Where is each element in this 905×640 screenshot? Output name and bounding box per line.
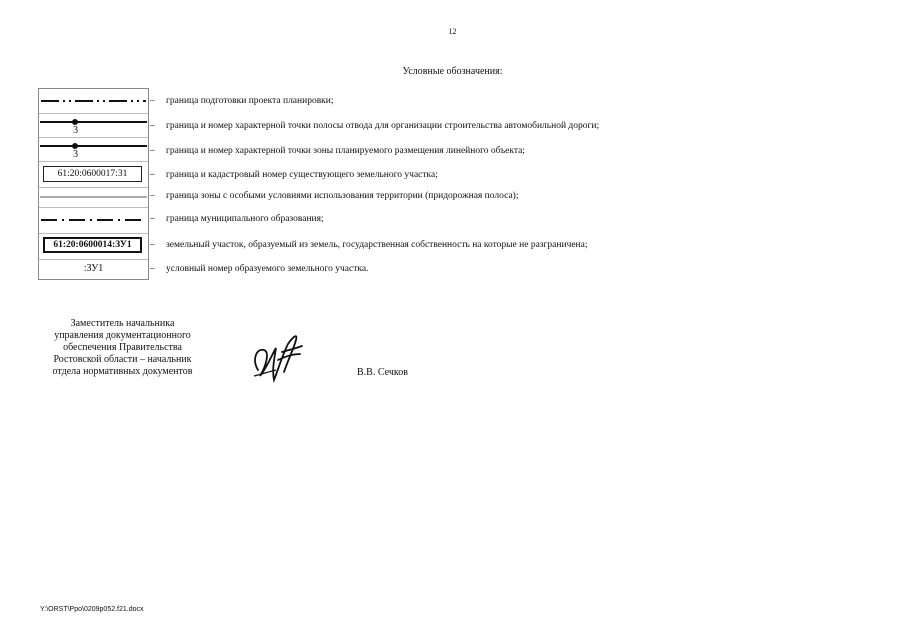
legend-symbol-existing-plot xyxy=(39,161,148,188)
handwritten-signature xyxy=(248,330,308,386)
legend-symbol-column xyxy=(38,88,149,280)
legend-symbol-new-plot xyxy=(39,233,148,260)
legend-description: – граница муниципального образования; xyxy=(150,214,324,224)
legend-symbol-planning-boundary xyxy=(39,89,148,114)
legend-symbol-municipal-boundary xyxy=(39,207,148,234)
legend-description: – условный номер образуемого земельного участка. xyxy=(150,264,369,274)
legend-description: – земельный участок, образуемый из земель, государственная собственность на которые не разграничена; xyxy=(150,240,588,250)
page-number: 12 xyxy=(448,27,457,36)
legend-point-number: 3 xyxy=(73,149,78,160)
legend-description: – граница подготовки проекта планировки; xyxy=(150,96,334,106)
legend-point-number: 3 xyxy=(73,125,78,136)
legend-symbol-road-strip-boundary xyxy=(39,113,148,138)
legend-description: – граница зоны с особыми условиями использования территории (придорожная полоса); xyxy=(150,191,519,201)
legend-cadastral-number: 61:20:0600017:31 xyxy=(43,166,142,182)
legend-description: – граница и номер характерной точки зоны планируемого размещения линейного объекта; xyxy=(150,146,525,156)
legend-title: Условные обозначения: xyxy=(402,66,503,77)
legend-symbol-linear-object-zone xyxy=(39,137,148,162)
legend-symbol-conditional-number xyxy=(39,259,148,279)
legend-new-plot-number: 61:20:0600014:ЗУ1 xyxy=(43,237,142,253)
legend-symbol-roadside-zone xyxy=(39,187,148,208)
legend-conditional-number: :ЗУ1 xyxy=(83,263,104,274)
footer-file-path: Y:\ORST\Ppo\0209p052.f21.docx xyxy=(40,606,144,613)
legend-description: – граница и кадастровый номер существующего земельного участка; xyxy=(150,170,438,180)
legend-description: – граница и номер характерной точки полосы отвода для организации строительства автомобильной дороги; xyxy=(150,121,600,131)
signer-name: В.В. Сечков xyxy=(357,367,408,378)
signer-title: Заместитель начальника управления документационного обеспечения Правительства Ростовской области – начальник отдела нормативных документов xyxy=(52,318,193,377)
